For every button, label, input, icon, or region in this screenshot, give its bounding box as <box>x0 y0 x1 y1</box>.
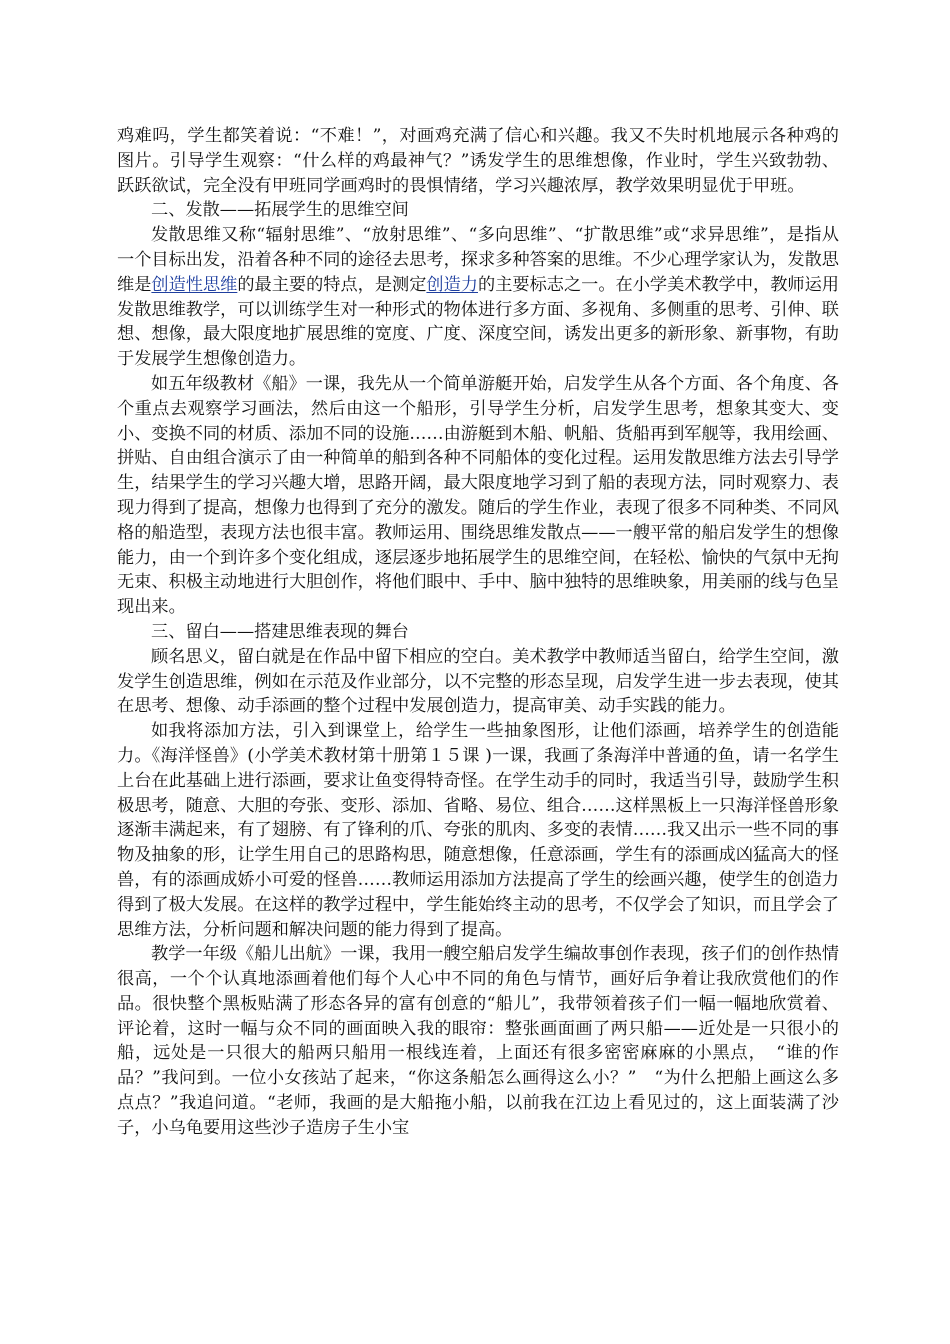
text-segment: 发散思维又称“辐射思维”、“放射思维”、“多向思维”、“扩散思维”或“求异思维”，是指从一个目标出发，沿着各种不同的途径去思考，探求多种答案的思维。不少心理学家认为，发散思维是 <box>117 225 839 295</box>
link-creative-thinking[interactable]: 创造性思维 <box>151 274 238 295</box>
document-page <box>117 124 839 1141</box>
paragraph-boat-sailing-lesson: 教学一年级《船儿出航》一课，我用一艘空船启发学生编故事创作表现，孩子们的创作热情很高，一个个认真地添画着他们每个人心中不同的角色与情节，画好后争着让我欣赏他们的作品。很快整个黑板贴满了形态各异的富有创意的“船儿”，我带领着孩子们一幅一幅地欣赏着、评论着，这时一幅与众不同的画面映入我的眼帘：整张画面画了两只船——近处是一只很小的船，远处是一只很大的船两只船用一根线连着，上面还有很多密密麻麻的小黑点， “谁的作品？”我问到。一位小女孩站了起来，“你这条船怎么画得这么小？” “为什么把船上画这么多点点？”我追问道。“老师，我画的是大船拖小船，以前我在江边上看见过的，这上面装满了沙子，小乌龟要用这些沙子造房子生小宝 <box>117 944 839 1138</box>
paragraph-divergent-definition <box>117 223 839 372</box>
paragraph-boat-lesson: 如五年级教材《船》一课，我先从一个简单游艇开始，启发学生从各个方面、各个角度、各个重点去观察学习画法，然后由这一个船形，引导学生分析，启发学生思考，想象其变大、变小、变换不同的材质、添加不同的设施……由游艇到木船、帆船、货船再到军舰等，我用绘画、拼贴、自由组合演示了由一种简单的船到各种不同船体的变化过程。运用发散思维方法去引导学生，结果学生的学习兴趣大增，思路开阔，最大限度地学习到了船的表现方法，同时观察力、表现力得到了提高，想像力也得到了充分的激发。随后的学生作业，表现了很多不同种类、不同风格的船造型，表现方法也很丰富。教师运用、围绕思维发散点——一艘平常的船启发学生的想像能力，由一个到许多个变化组成，逐层逐步地拓展学生的思维空间，在轻松、愉快的气氛中无拘无束、积极主动地进行大胆创作，将他们眼中、手中、脑中独特的思维映象，用美丽的线与色呈现出来。 <box>117 373 839 618</box>
link-creativity[interactable]: 创造力 <box>426 274 478 295</box>
paragraph-intro-continuation: 鸡难吗，学生都笑着说：“不难！”，对画鸡充满了信心和兴趣。我又不失时机地展示各种鸡的图片。引导学生观察：“什么样的鸡最神气？”诱发学生的思维想像，作业时，学生兴致勃勃、跃跃欲试，完全没有甲班同学画鸡时的畏惧情绪，学习兴趣浓厚，教学效果明显优于甲班。 <box>117 126 839 196</box>
text-segment: 的主要标志之一。在小学美术教学中，教师运用发散思维教学，可以训练学生对一种形式的物体进行多方面、多视角、多侧重的思考、引伸、联想、想像，最大限度地扩展思维的宽度、广度、深度空间，诱发出更多的新形象、新事物，有助于发展学生想像创造力。 <box>117 274 839 370</box>
paragraph-blank-space-definition: 顾名思义，留白就是在作品中留下相应的空白。美术教学中教师适当留白，给学生空间，激发学生创造思维，例如在示范及作业部分，以不完整的形态呈现，启发学生进一步去表现，使其在思考、想像、动手添画的整个过程中发展创造力，提高审美、动手实践的能力。 <box>117 646 839 717</box>
paragraph-sea-monster-lesson: 如我将添加方法，引入到课堂上，给学生一些抽象图形，让他们添画，培养学生的创造能力。《海洋怪兽》(小学美术教材第十册第１５课 )一课，我画了条海洋中普通的鱼，请一名学生上台在此基础上进行添画，要求让鱼变得特奇怪。在学生动手的同时，我适当引导，鼓励学生积极思考，随意、大胆的夸张、变形、添加、省略、易位、组合……这样黑板上一只海洋怪兽形象逐渐丰满起来，有了翅膀、有了锋利的爪、夸张的肌肉、多变的表情……我又出示一些不同的事物及抽象的形，让学生用自己的思路构思，随意想像，任意添画，学生有的添画成凶猛高大的怪兽，有的添画成娇小可爱的怪兽……教师运用添加方法提高了学生的绘画兴趣，使学生的创造力得到了极大发展。在这样的教学过程中，学生能始终主动的思考，不仅学会了知识，而且学会了思维方法，分析问题和解决问题的能力得到了提高。 <box>117 721 839 940</box>
section-heading-divergent: 二、发散——拓展学生的思维空间 <box>151 200 409 221</box>
text-segment: 的最主要的特点，是测定 <box>237 274 427 295</box>
section-heading-blank-space: 三、留白——搭建思维表现的舞台 <box>151 621 409 642</box>
